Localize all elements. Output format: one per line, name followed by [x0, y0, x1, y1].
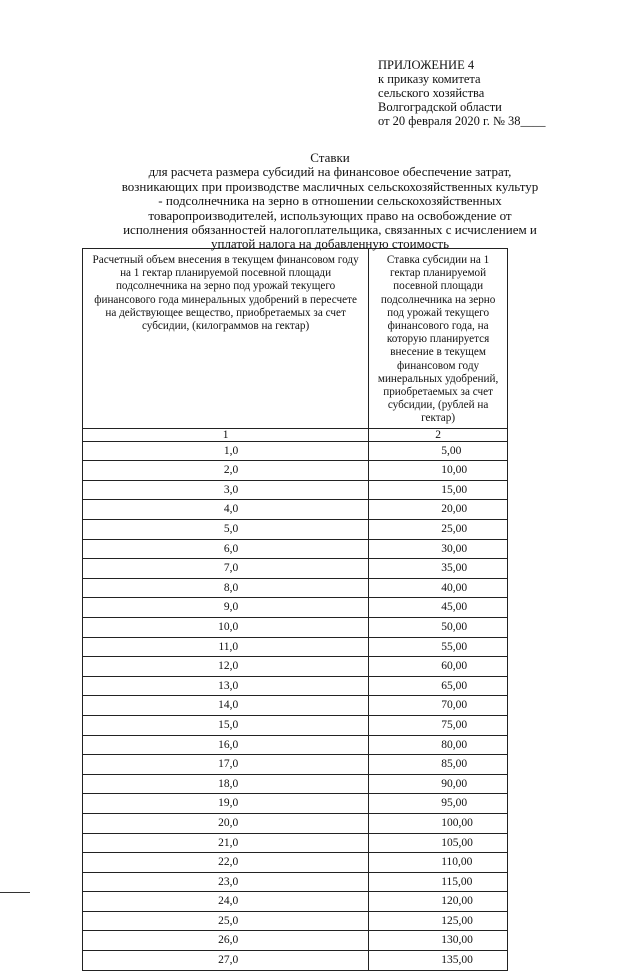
table-row — [83, 931, 508, 951]
subsidy-rate-cell: 110,00 — [369, 853, 508, 873]
fertilizer-volume-cell: 11,0 — [83, 637, 369, 657]
table-row — [83, 598, 508, 618]
title-line: уплатой налога на добавленную стоимость — [210, 236, 450, 252]
appendix-order-line: к приказу комитета — [378, 72, 481, 86]
title-line: - подсолнечника на зерно в отношении сельскохозяйственных — [158, 193, 502, 209]
fertilizer-volume-cell: 10,0 — [83, 617, 369, 637]
table-row — [83, 480, 508, 500]
fertilizer-volume-cell: 4,0 — [83, 500, 369, 520]
subsidy-rate-cell: 135,00 — [369, 951, 508, 971]
column-number-row — [83, 428, 508, 441]
fertilizer-volume-cell: 5,0 — [83, 520, 369, 540]
title-line: возникающих при производстве масличных сельскохозяйственных культур — [121, 178, 539, 194]
subsidy-rate-cell: 115,00 — [369, 872, 508, 892]
fertilizer-volume-cell: 24,0 — [83, 892, 369, 912]
subsidy-rate-cell: 100,00 — [369, 813, 508, 833]
table-row — [83, 911, 508, 931]
table-row — [83, 676, 508, 696]
column-header-fertilizer-volume: Расчетный объем внесения в текущем финансовом году на 1 гектар планируемой посевной площади подсолнечника на зерно под урожай текущего финансового года минеральных удобрений в пересчете на действующее вещество, приобретаемых за счет субсидии, (килограммов на гектар) — [83, 249, 369, 429]
fertilizer-volume-cell: 20,0 — [83, 813, 369, 833]
fertilizer-volume-cell: 18,0 — [83, 774, 369, 794]
fertilizer-volume-cell: 14,0 — [83, 696, 369, 716]
table-row — [83, 520, 508, 540]
title-line: товаропроизводителей, использующих право на освобождение от — [148, 207, 512, 223]
table-row — [83, 735, 508, 755]
subsidy-rate-cell: 20,00 — [369, 500, 508, 520]
appendix-header — [378, 58, 578, 128]
table-row — [83, 559, 508, 579]
fertilizer-volume-cell: 12,0 — [83, 657, 369, 677]
fertilizer-volume-cell: 8,0 — [83, 578, 369, 598]
subsidy-rate-cell: 90,00 — [369, 774, 508, 794]
subsidy-rate-cell: 30,00 — [369, 539, 508, 559]
table-row — [83, 853, 508, 873]
subsidy-rate-cell: 25,00 — [369, 520, 508, 540]
title-heading: Ставки — [310, 150, 350, 165]
rates-table — [82, 248, 508, 971]
fertilizer-volume-cell: 23,0 — [83, 872, 369, 892]
fertilizer-volume-cell: 22,0 — [83, 853, 369, 873]
fertilizer-volume-cell: 19,0 — [83, 794, 369, 814]
subsidy-rate-cell: 75,00 — [369, 715, 508, 735]
fertilizer-volume-cell: 15,0 — [83, 715, 369, 735]
subsidy-rate-cell: 50,00 — [369, 617, 508, 637]
subsidy-rate-cell: 60,00 — [369, 657, 508, 677]
fertilizer-volume-cell: 26,0 — [83, 931, 369, 951]
appendix-region-line: Волгоградской области — [378, 100, 502, 114]
fertilizer-volume-cell: 9,0 — [83, 598, 369, 618]
title-line: для расчета размера субсидий на финансовое обеспечение затрат, — [148, 164, 512, 180]
column-number-2: 2 — [369, 428, 508, 441]
table-row — [83, 461, 508, 481]
subsidy-rate-cell: 65,00 — [369, 676, 508, 696]
fertilizer-volume-cell: 27,0 — [83, 951, 369, 971]
appendix-title: ПРИЛОЖЕНИЕ 4 — [378, 58, 475, 72]
fertilizer-volume-cell: 2,0 — [83, 461, 369, 481]
table-row — [83, 833, 508, 853]
fertilizer-volume-cell: 16,0 — [83, 735, 369, 755]
subsidy-rate-cell: 85,00 — [369, 755, 508, 775]
table-row — [83, 813, 508, 833]
table-row — [83, 755, 508, 775]
subsidy-rate-cell: 10,00 — [369, 461, 508, 481]
subsidy-rate-cell: 120,00 — [369, 892, 508, 912]
subsidy-rate-cell: 40,00 — [369, 578, 508, 598]
fertilizer-volume-cell: 25,0 — [83, 911, 369, 931]
subsidy-rate-cell: 5,00 — [369, 441, 508, 461]
subsidy-rate-cell: 125,00 — [369, 911, 508, 931]
table-row — [83, 441, 508, 461]
fertilizer-volume-cell: 3,0 — [83, 480, 369, 500]
table-row — [83, 637, 508, 657]
table-row — [83, 657, 508, 677]
fertilizer-volume-cell: 13,0 — [83, 676, 369, 696]
subsidy-rate-cell: 80,00 — [369, 735, 508, 755]
column-header-subsidy-rate: Ставка субсидии на 1 гектар планируемой посевной площади подсолнечника на зерно под урожай текущего финансового года, на которую планируется внесение в текущем финансовом году минеральных удобрений, приобретаемых за счет субсидии, (рублей на гектар) — [369, 249, 508, 429]
table-row — [83, 617, 508, 637]
table-row — [83, 539, 508, 559]
table-row — [83, 715, 508, 735]
column-number-1: 1 — [83, 428, 369, 441]
fertilizer-volume-cell: 21,0 — [83, 833, 369, 853]
footer-divider — [0, 892, 30, 893]
document-title — [80, 151, 580, 252]
subsidy-rate-cell: 130,00 — [369, 931, 508, 951]
subsidy-rate-cell: 95,00 — [369, 794, 508, 814]
subsidy-rate-cell: 35,00 — [369, 559, 508, 579]
subsidy-rate-cell: 105,00 — [369, 833, 508, 853]
appendix-date-line: от 20 февраля 2020 г. № 38____ — [378, 114, 546, 128]
table-row — [83, 578, 508, 598]
fertilizer-volume-cell: 1,0 — [83, 441, 369, 461]
table-row — [83, 774, 508, 794]
table-row — [83, 951, 508, 971]
subsidy-rate-cell: 55,00 — [369, 637, 508, 657]
table-header-row — [83, 249, 508, 429]
table-row — [83, 872, 508, 892]
title-line: исполнения обязанностей налогоплательщика, связанных с исчислением и — [123, 222, 537, 238]
subsidy-rate-cell: 70,00 — [369, 696, 508, 716]
appendix-committee-line: сельского хозяйства — [378, 86, 485, 100]
fertilizer-volume-cell: 17,0 — [83, 755, 369, 775]
table-row — [83, 500, 508, 520]
fertilizer-volume-cell: 6,0 — [83, 539, 369, 559]
fertilizer-volume-cell: 7,0 — [83, 559, 369, 579]
table-row — [83, 892, 508, 912]
table-row — [83, 696, 508, 716]
table-row — [83, 794, 508, 814]
subsidy-rate-cell: 45,00 — [369, 598, 508, 618]
subsidy-rate-cell: 15,00 — [369, 480, 508, 500]
